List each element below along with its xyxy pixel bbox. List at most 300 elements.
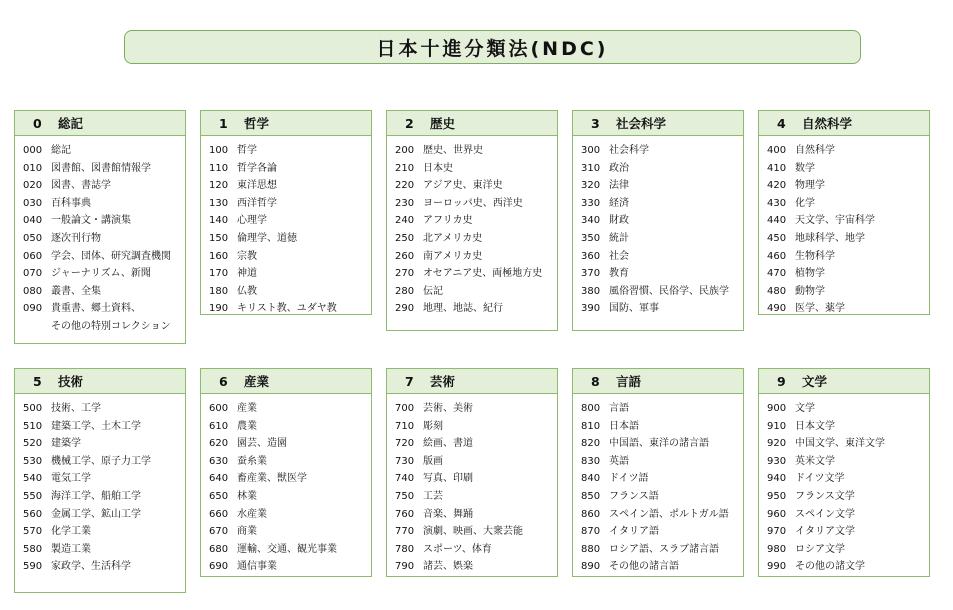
division-label: 運輸、交通、観光事業: [237, 543, 337, 555]
division-item: [767, 435, 929, 453]
division-code: 740: [395, 473, 415, 485]
division-code: 850: [581, 490, 601, 502]
division-label: 製造工業: [51, 543, 91, 555]
division-label: 国防、軍事: [609, 303, 659, 315]
division-item: [23, 142, 185, 160]
division-item: [581, 558, 743, 576]
division-label: キリスト教、ユダヤ教: [237, 303, 337, 315]
division-code: 100: [209, 145, 229, 156]
class-number: 0: [33, 115, 42, 131]
division-code: 690: [209, 561, 229, 573]
class-card-1: [200, 110, 372, 315]
division-label: オセアニア史、両極地方史: [423, 268, 543, 280]
division-label: 産業: [237, 403, 257, 414]
division-label: その他の特別コレクション: [51, 320, 171, 332]
division-label: 統計: [609, 232, 629, 244]
division-label: 逐次刊行物: [51, 232, 101, 244]
division-item: [209, 488, 371, 506]
division-code: 590: [23, 561, 43, 573]
division-code: 920: [767, 438, 787, 450]
division-label: 教育: [609, 268, 629, 280]
division-item: [581, 400, 743, 418]
division-item: [767, 230, 929, 248]
division-label: 海洋工学、船舶工学: [51, 490, 141, 502]
division-code: 580: [23, 543, 43, 555]
division-item: [395, 488, 557, 506]
division-label: アフリカ史: [423, 215, 473, 227]
division-code: 930: [767, 455, 787, 467]
division-label: フランス文学: [795, 490, 855, 502]
division-code: 390: [581, 303, 601, 315]
division-code: 980: [767, 543, 787, 555]
division-item: [23, 435, 185, 453]
division-item: [767, 453, 929, 471]
division-item: [209, 400, 371, 418]
division-item: [767, 265, 929, 283]
division-code: 280: [395, 285, 415, 297]
division-label: 化学工業: [51, 526, 91, 538]
division-label: 芸術、美術: [423, 403, 473, 414]
division-label: 数学: [795, 162, 815, 174]
division-item: [209, 160, 371, 178]
division-code: 070: [23, 268, 43, 280]
division-code: 620: [209, 438, 229, 450]
division-code: 160: [209, 250, 229, 262]
class-name: 自然科学: [802, 116, 853, 131]
division-label: 自然科学: [795, 145, 835, 156]
division-label: 東洋思想: [237, 180, 277, 192]
division-list: [387, 136, 557, 318]
division-item: [209, 265, 371, 283]
division-label: 日本語: [609, 420, 639, 432]
division-item: [209, 541, 371, 559]
division-label: 中国文学、東洋文学: [795, 438, 885, 450]
division-item: [209, 177, 371, 195]
division-code: 820: [581, 438, 601, 450]
division-code: 870: [581, 526, 601, 538]
division-label: ジャーナリズム、新聞: [51, 268, 151, 280]
class-card-2: [386, 110, 558, 331]
division-label: 蚕糸業: [237, 455, 267, 467]
class-number: 2: [405, 115, 414, 131]
division-label: ロシア文学: [795, 543, 845, 555]
division-code: 610: [209, 420, 229, 432]
division-code: 210: [395, 162, 415, 174]
division-item: [581, 265, 743, 283]
division-item: [209, 523, 371, 541]
division-label: 経済: [609, 197, 629, 209]
division-item: [581, 418, 743, 436]
division-item: [767, 195, 929, 213]
division-item: [581, 248, 743, 266]
division-item: [395, 453, 557, 471]
division-code: 230: [395, 197, 415, 209]
division-label: 宗教: [237, 250, 257, 262]
division-code: 760: [395, 508, 415, 520]
division-label: 言語: [609, 403, 629, 414]
division-item: [23, 230, 185, 248]
division-label: スポーツ、体育: [423, 543, 492, 555]
division-item: [395, 212, 557, 230]
division-item: [23, 300, 185, 318]
division-item: [23, 195, 185, 213]
division-item: [767, 488, 929, 506]
class-card-4: [758, 110, 930, 315]
division-label: 工芸: [423, 490, 443, 502]
division-item: [209, 248, 371, 266]
division-label: 機械工学、原子力工学: [51, 455, 151, 467]
division-item: [581, 435, 743, 453]
division-label: 物理学: [795, 180, 825, 192]
division-label: ロシア語、スラブ諸言語: [609, 543, 719, 555]
class-name: 社会科学: [616, 116, 667, 131]
division-code: 560: [23, 508, 43, 520]
division-code: 570: [23, 526, 43, 538]
division-code: 050: [23, 232, 43, 244]
division-code: 220: [395, 180, 415, 192]
division-code: 530: [23, 455, 43, 467]
division-code: 960: [767, 508, 787, 520]
division-label: 法律: [609, 180, 629, 192]
division-label: 天文学、宇宙科学: [795, 215, 875, 227]
class-header: [201, 111, 371, 136]
division-label: ドイツ文学: [795, 473, 845, 485]
division-item: [209, 453, 371, 471]
division-code: 320: [581, 180, 601, 192]
class-card-8: [572, 368, 744, 577]
division-code: 450: [767, 232, 787, 244]
division-label: 日本史: [423, 162, 453, 174]
division-label: 図書館、図書館情報学: [51, 162, 151, 174]
division-code: 490: [767, 303, 787, 315]
division-code: 680: [209, 543, 229, 555]
division-label: 社会科学: [609, 145, 649, 156]
division-label: 林業: [237, 490, 257, 502]
class-name: 産業: [244, 374, 270, 389]
division-label: 日本文学: [795, 420, 835, 432]
division-item: [395, 435, 557, 453]
division-label: 電気工学: [51, 473, 91, 485]
class-card-6: [200, 368, 372, 577]
class-name: 哲学: [244, 116, 270, 131]
division-code: 250: [395, 232, 415, 244]
division-item: [395, 558, 557, 576]
division-item: [767, 506, 929, 524]
division-code: 190: [209, 303, 229, 315]
division-code: 290: [395, 303, 415, 315]
division-item: [581, 300, 743, 318]
division-item: [581, 142, 743, 160]
division-item: [23, 470, 185, 488]
division-code: 970: [767, 526, 787, 538]
division-code: 480: [767, 285, 787, 297]
class-name: 文学: [802, 374, 828, 389]
division-label: 総記: [51, 145, 71, 156]
division-label: 哲学各論: [237, 162, 277, 174]
division-code: 360: [581, 250, 601, 262]
division-code: 410: [767, 162, 787, 174]
division-item: [395, 248, 557, 266]
division-label: 畜産業、獣医学: [237, 473, 307, 485]
division-code: 500: [23, 403, 43, 414]
division-item: [767, 212, 929, 230]
division-label: 建築工学、土木工学: [51, 420, 141, 432]
division-label: ドイツ語: [609, 473, 649, 485]
division-label: 中国語、東洋の諸言語: [609, 438, 709, 450]
division-code: 120: [209, 180, 229, 192]
division-code: 650: [209, 490, 229, 502]
division-code: 300: [581, 145, 601, 156]
division-code: 200: [395, 145, 415, 156]
division-code: 540: [23, 473, 43, 485]
division-item: [581, 177, 743, 195]
division-label: 版画: [423, 455, 443, 467]
division-item: [395, 541, 557, 559]
class-number: 9: [777, 373, 786, 389]
division-item: [209, 212, 371, 230]
division-list: [15, 136, 185, 336]
division-label: 生物科学: [795, 250, 835, 262]
division-code: 130: [209, 197, 229, 209]
division-label: 植物学: [795, 268, 825, 280]
class-name: 技術: [58, 374, 84, 389]
division-label: 北アメリカ史: [423, 232, 483, 244]
division-label: スペイン語、ポルトガル語: [609, 508, 729, 520]
division-code: 780: [395, 543, 415, 555]
division-code: 990: [767, 561, 787, 573]
division-label: 通信事業: [237, 561, 277, 573]
division-item: [767, 558, 929, 576]
division-code: 440: [767, 215, 787, 227]
division-item: [23, 212, 185, 230]
division-code: 510: [23, 420, 43, 432]
class-header: [573, 369, 743, 394]
division-label: 演劇、映画、大衆芸能: [423, 526, 523, 538]
division-label: 貴重書、郷土資料、: [51, 303, 141, 315]
division-item: [395, 283, 557, 301]
division-label: 水産業: [237, 508, 267, 520]
division-item: [23, 248, 185, 266]
division-item: [23, 558, 185, 576]
division-code: 600: [209, 403, 229, 414]
division-code: 520: [23, 438, 43, 450]
division-code: 030: [23, 197, 43, 209]
division-item: [767, 400, 929, 418]
division-item: [23, 177, 185, 195]
division-label: 風俗習慣、民俗学、民族学: [609, 285, 729, 297]
division-list: [201, 136, 371, 318]
division-code: 040: [23, 215, 43, 227]
division-code: 470: [767, 268, 787, 280]
division-item: [767, 300, 929, 318]
division-label: 彫刻: [423, 420, 443, 432]
class-number: 3: [591, 115, 600, 131]
division-item: [395, 195, 557, 213]
division-item: [23, 418, 185, 436]
division-code: 080: [23, 285, 43, 297]
division-label: 神道: [237, 268, 257, 280]
division-label: 商業: [237, 526, 257, 538]
division-item: [395, 300, 557, 318]
division-label: ヨーロッパ史、西洋史: [423, 197, 523, 209]
division-code: 460: [767, 250, 787, 262]
division-code: 720: [395, 438, 415, 450]
division-item: [767, 541, 929, 559]
division-code: 150: [209, 232, 229, 244]
division-list: [573, 136, 743, 318]
division-code: 880: [581, 543, 601, 555]
division-code: 890: [581, 561, 601, 573]
division-label: イタリア文学: [795, 526, 855, 538]
division-code: 110: [209, 162, 229, 174]
division-item: [23, 541, 185, 559]
division-item: [767, 177, 929, 195]
division-item: [209, 300, 371, 318]
division-code: 380: [581, 285, 601, 297]
division-code: 940: [767, 473, 787, 485]
class-name: 芸術: [430, 374, 456, 389]
division-code: 340: [581, 215, 601, 227]
class-number: 4: [777, 115, 786, 131]
division-label: 金属工学、鉱山工学: [51, 508, 141, 520]
division-item: [767, 142, 929, 160]
division-label: 音楽、舞踊: [423, 508, 473, 520]
division-item: [581, 453, 743, 471]
division-label: 医学、薬学: [795, 303, 845, 315]
division-item: [23, 400, 185, 418]
division-code: 840: [581, 473, 601, 485]
title-banner: [124, 30, 861, 64]
class-header: [15, 369, 185, 394]
division-label: アジア史、東洋史: [423, 180, 503, 192]
division-code: 810: [581, 420, 601, 432]
division-label: 政治: [609, 162, 629, 174]
division-code: 550: [23, 490, 43, 502]
division-code: 310: [581, 162, 601, 174]
division-item: [23, 523, 185, 541]
division-list: [573, 394, 743, 576]
division-label: 地理、地誌、紀行: [423, 303, 503, 315]
class-header: [201, 369, 371, 394]
division-item: [395, 523, 557, 541]
division-item: [209, 558, 371, 576]
page-title: 日本十進分類法(NDC): [376, 37, 609, 60]
class-header: [387, 111, 557, 136]
division-code: 420: [767, 180, 787, 192]
division-code: 180: [209, 285, 229, 297]
division-item: [209, 435, 371, 453]
division-item: [581, 212, 743, 230]
division-label: 諸芸、娯楽: [423, 561, 473, 573]
division-code: 170: [209, 268, 229, 280]
division-code: 770: [395, 526, 415, 538]
division-item: [209, 230, 371, 248]
division-item: [395, 142, 557, 160]
division-label: 一般論文・講演集: [51, 215, 131, 227]
division-label: 家政学、生活科学: [51, 561, 131, 573]
class-card-3: [572, 110, 744, 331]
division-code: 950: [767, 490, 787, 502]
division-label: 図書、書誌学: [51, 180, 111, 192]
division-code: 330: [581, 197, 601, 209]
division-label: 南アメリカ史: [423, 250, 483, 262]
division-label: 絵画、書道: [423, 438, 473, 450]
division-item: [23, 506, 185, 524]
division-label: 西洋哲学: [237, 197, 277, 209]
division-item: [395, 230, 557, 248]
division-item: [581, 506, 743, 524]
division-list: [201, 394, 371, 576]
division-item: [767, 160, 929, 178]
division-code: 750: [395, 490, 415, 502]
class-name: 言語: [616, 374, 642, 389]
class-card-9: [758, 368, 930, 577]
division-code: 660: [209, 508, 229, 520]
division-item: [23, 265, 185, 283]
division-code: 090: [23, 303, 43, 315]
division-label: スペイン文学: [795, 508, 855, 520]
division-code: 240: [395, 215, 415, 227]
division-label: 学会、団体、研究調査機関: [51, 250, 171, 262]
division-item: [23, 160, 185, 178]
class-header: [573, 111, 743, 136]
division-item: [23, 488, 185, 506]
division-item: [395, 160, 557, 178]
division-item: [23, 318, 185, 336]
division-item: [395, 177, 557, 195]
class-number: 1: [219, 115, 228, 131]
division-label: 英語: [609, 455, 629, 467]
division-item: [395, 506, 557, 524]
division-code: 370: [581, 268, 601, 280]
division-label: 百科事典: [51, 197, 91, 209]
division-code: 910: [767, 420, 787, 432]
division-item: [767, 523, 929, 541]
class-number: 7: [405, 373, 414, 389]
division-item: [209, 195, 371, 213]
division-code: 860: [581, 508, 601, 520]
division-code: 400: [767, 145, 787, 156]
division-code: 640: [209, 473, 229, 485]
class-header: [387, 369, 557, 394]
division-label: フランス語: [609, 490, 659, 502]
division-list: [15, 394, 185, 576]
division-label: 社会: [609, 250, 629, 262]
class-name: 総記: [58, 116, 84, 131]
division-code: [23, 318, 51, 336]
division-code: 800: [581, 403, 601, 414]
division-code: 270: [395, 268, 415, 280]
division-item: [209, 283, 371, 301]
division-item: [767, 283, 929, 301]
division-code: 630: [209, 455, 229, 467]
class-card-7: [386, 368, 558, 577]
division-code: 010: [23, 162, 43, 174]
division-label: イタリア語: [609, 526, 659, 538]
division-item: [209, 506, 371, 524]
division-code: 260: [395, 250, 415, 262]
class-number: 5: [33, 373, 42, 389]
division-label: 財政: [609, 215, 629, 227]
division-code: 350: [581, 232, 601, 244]
division-label: 化学: [795, 197, 815, 209]
division-item: [209, 470, 371, 488]
division-item: [581, 470, 743, 488]
division-item: [581, 488, 743, 506]
class-header: [15, 111, 185, 136]
division-label: 歴史、世界史: [423, 145, 483, 156]
class-name: 歴史: [430, 116, 456, 131]
